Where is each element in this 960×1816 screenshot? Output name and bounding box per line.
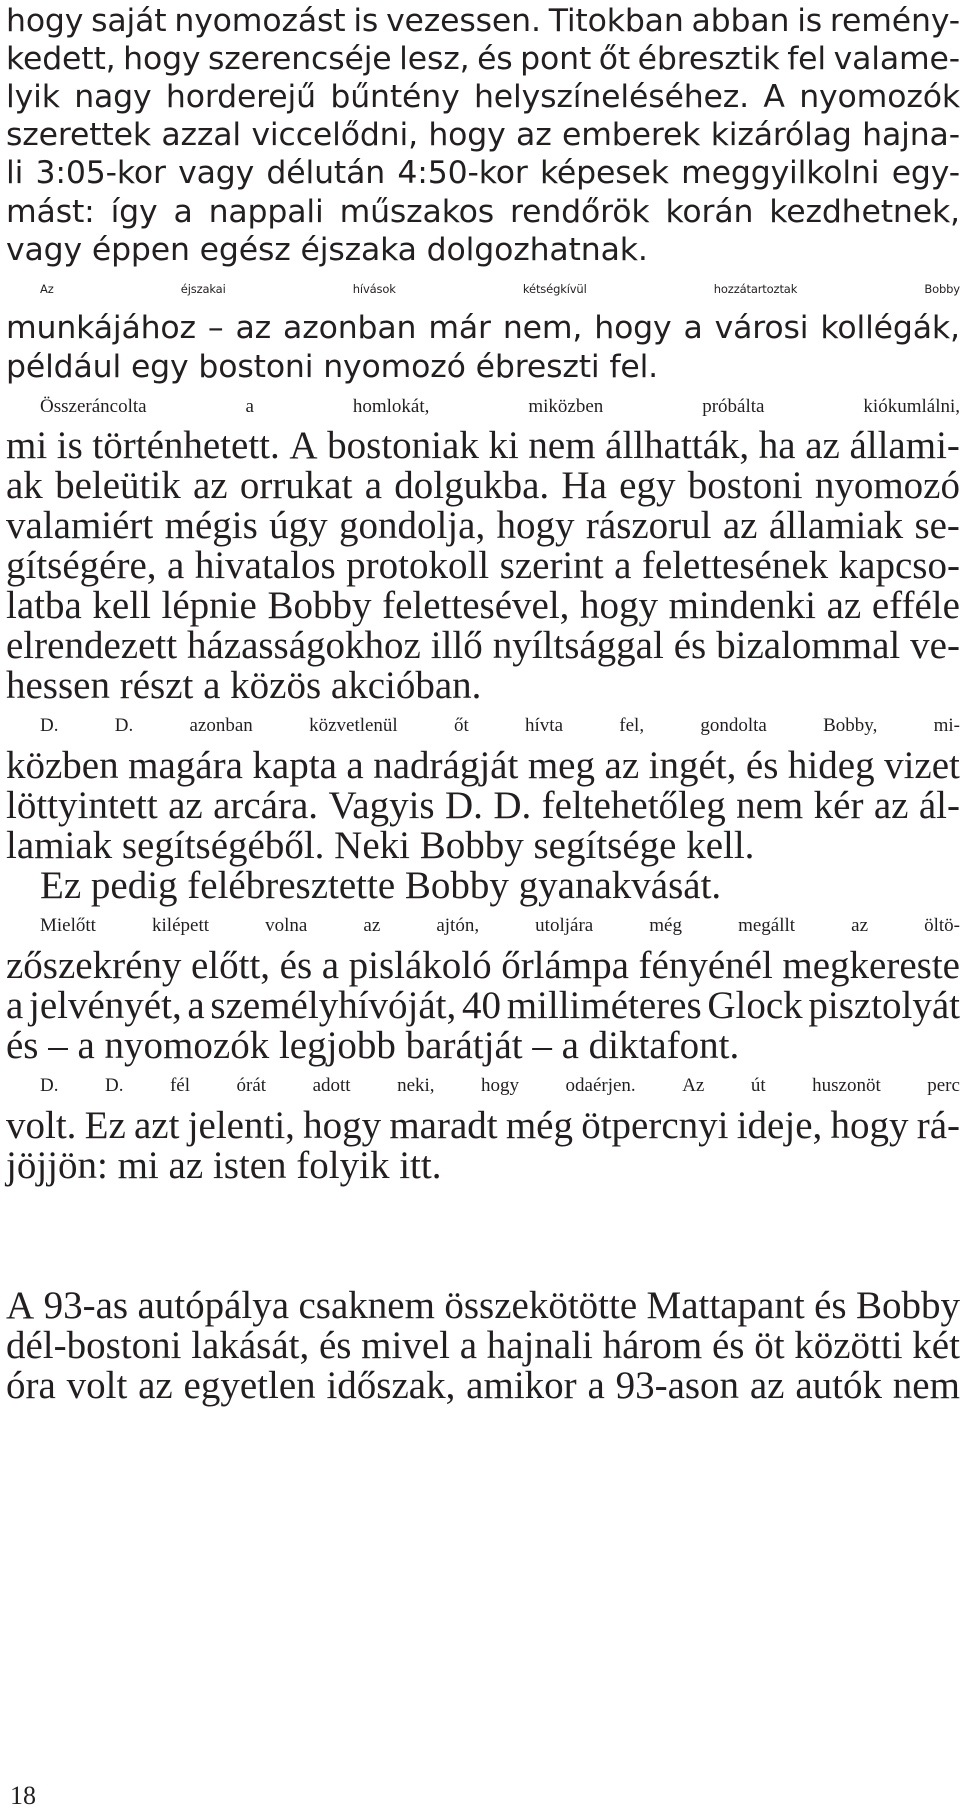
text-line: volt. Ez azt jelenti, hogy maradt még ötpercnyi ideje, hogy rá- [6, 1104, 960, 1147]
text-line: löttyintett az arcára. Vagyis D. D. feltehetőleg nem kér az ál- [6, 784, 960, 827]
text-line: közben magára kapta a nadrágját meg az ingét, és hideg vizet [6, 744, 960, 787]
text-line: munkájához – az azonban már nem, hogy a városi kollégák, [6, 310, 960, 346]
text-line: li 3:05-kor vagy délután 4:50-kor képesek meggyilkolni egy- [6, 155, 960, 191]
page-number: 18 [10, 1781, 36, 1810]
text-line: hessen részt a közös akcióban. [6, 664, 482, 707]
text-line: Mielőtt kilépett volna az ajtón, utoljára még megállt az öltö- [40, 915, 960, 936]
text-line: óra volt az egyetlen időszak, amikor a 93-ason az autók nem [6, 1364, 960, 1407]
text-line: Az éjszakai hívások kétségkívül hozzátartoztak Bobby [40, 282, 960, 296]
text-line: kedett, hogy szerencséje lesz, és pont őt ébresztik fel valame- [6, 41, 960, 77]
text-line: a jelvényét, a személyhívóját, 40 milliméteres Glock pisztolyát [6, 984, 960, 1027]
text-line: dél-bostoni lakását, és mivel a hajnali három és öt közötti két [6, 1324, 960, 1367]
text-line: lyik nagy horderejű bűntény helyszíneléséhez. A nyomozók [6, 79, 960, 115]
text-line: zőszekrény előtt, és a pislákoló őrlámpa fényénél megkereste [6, 944, 960, 987]
text-line: D. D. azonban közvetlenül őt hívta fel, gondolta Bobby, mi- [40, 715, 960, 736]
text-line: elrendezett házasságokhoz illő nyíltsággal és bizalommal ve- [6, 624, 960, 667]
text-line: Összeráncolta a homlokát, miközben próbálta kiókumlálni, [40, 396, 960, 417]
text-line: D. D. fél órát adott neki, hogy odaérjen. Az út huszonöt perc [40, 1075, 960, 1096]
book-page [6, 0, 960, 1816]
text-line: valamiért mégis úgy gondolja, hogy rászorul az államiak se- [6, 504, 960, 547]
text-line: Ez pedig felébresztette Bobby gyanakvását. [40, 864, 722, 907]
text-line: latba kell lépnie Bobby felettesével, hogy mindenki az efféle [6, 584, 960, 627]
text-line: szerettek azzal viccelődni, hogy az emberek kizárólag hajna- [6, 117, 960, 153]
text-line: lamiak segítségéből. Neki Bobby segítsége kell. [6, 824, 755, 867]
text-line: gítségére, a hivatalos protokoll szerint a felettesének kapcso- [6, 544, 960, 587]
text-line: mi is történhetett. A bostoniak ki nem állhatták, ha az állami- [6, 424, 960, 467]
text-line: és – a nyomozók legjobb barátját – a diktafont. [6, 1024, 740, 1067]
text-line: A 93-as autópálya csaknem összekötötte Mattapant és Bobby [6, 1284, 960, 1327]
text-line: hogy saját nyomozást is vezessen. Titokban abban is remény- [6, 3, 960, 39]
text-line: mást: így a nappali műszakos rendőrök korán kezdhetnek, [6, 194, 960, 230]
text-line: vagy éppen egész éjszaka dolgozhatnak. [6, 232, 648, 268]
text-line: például egy bostoni nyomozó ébreszti fel. [6, 349, 659, 385]
text-line: jöjjön: mi az isten folyik itt. [6, 1144, 442, 1187]
text-line: ak beleütik az orrukat a dolgukba. Ha egy bostoni nyomozó [6, 464, 960, 507]
